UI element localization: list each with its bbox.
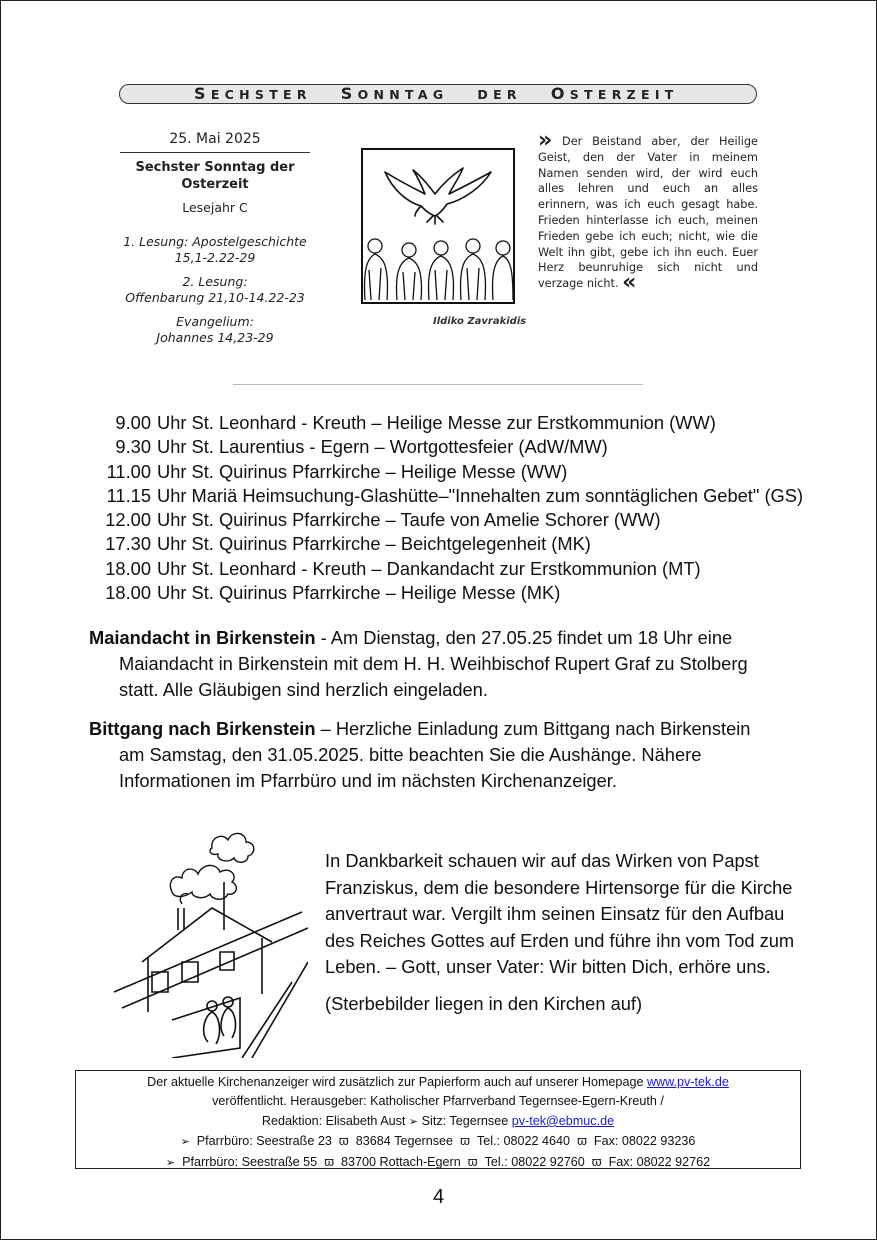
- prayer-line: anvertraut war. Vergilt ihm seinen Einsatz für den Aufbau: [325, 903, 785, 924]
- notice-title: Maiandacht in Birkenstein: [89, 627, 316, 648]
- schedule-row: 18.00 Uhr St. Quirinus Pfarrkirche – Heilige Messe (MK): [105, 582, 561, 604]
- footer-line3: Redaktion: Elisabeth Aust ➢ Sitz: Tegernsee pv-tek@ebmuc.de: [261, 1113, 615, 1128]
- artist-credit: Ildiko Zavrakidis: [433, 316, 527, 327]
- gospel-quote: [538, 128, 758, 296]
- notice-title: Bittgang nach Birkenstein: [89, 718, 316, 739]
- reading1-ref: 15,1-2.22-29: [174, 250, 256, 265]
- quote-close-mark: «: [622, 270, 637, 296]
- reading2-label: 2. Lesung:: [182, 274, 248, 289]
- liturgy-info: [115, 130, 315, 346]
- office-line-rottach: ➢ Pfarrbüro: Seestraße 55 ϖ 83700 Rottach-Egern ϖ Tel.: 08022 92760 ϖ Fax: 08022 92762: [165, 1154, 711, 1169]
- banner-title: SECHSTER SONNTAG DER OSTERZEIT: [194, 84, 679, 103]
- arrow-icon: ➢: [408, 1115, 419, 1128]
- gospel-ref: Johannes 14,23-29: [156, 330, 274, 345]
- prayer-line: In Dankbarkeit schauen wir auf das Wirken von Papst: [325, 850, 759, 871]
- phone-symbol-icon: ϖ: [324, 1154, 335, 1169]
- schedule-row: 18.00 Uhr St. Leonhard - Kreuth – Dankandacht zur Erstkommunion (MT): [105, 557, 701, 579]
- arrow-icon: ➢: [165, 1156, 176, 1169]
- date: 25. Mai 2025: [169, 131, 261, 147]
- schedule-row: 9.00 Uhr St. Leonhard - Kreuth – Heilige Messe zur Erstkommunion (WW): [115, 412, 716, 433]
- sunday-title-line2: Osterzeit: [181, 177, 249, 192]
- prayer-line: Franziskus, dem die besondere Hirtensorge für die Kirche: [325, 876, 793, 898]
- prayer-for-pope: [325, 848, 825, 1017]
- reading1-label: 1. Lesung: Apostelgeschichte: [123, 234, 307, 249]
- schedule-row: 11.00 Uhr St. Quirinus Pfarrkirche – Heilige Messe (WW): [106, 460, 568, 482]
- schedule-row: 9.30 Uhr St. Laurentius - Egern – Wortgottesfeier (AdW/MW): [115, 436, 608, 458]
- prayer-line: des Reiches Gottes auf Erden und führe ihn vom Tod zum: [325, 929, 795, 951]
- lectionary-year: Lesejahr C: [182, 200, 248, 215]
- prayer-note: (Sterbebilder liegen in den Kirchen auf): [325, 992, 643, 1014]
- arrow-icon: ➢: [180, 1136, 190, 1149]
- divider: [120, 152, 310, 153]
- notice-bittgang: Bittgang nach Birkenstein – Herzliche Einladung zum Bittgang nach Birkenstein am Samstag, den 31.05.2025. bitte beachten Sie die Aushänge. Nähere Informationen im Pfarrbüro und im nächsten Kirchenanzeiger.: [89, 718, 751, 791]
- section-separator: [233, 384, 643, 385]
- gospel-label: Evangelium:: [176, 314, 254, 329]
- reading2-ref: Offenbarung 21,10-14.22-23: [125, 290, 305, 305]
- prayer-line: Leben. – Gott, unser Vater: Wir bitten Dich, erhöre uns.: [325, 956, 771, 977]
- email-link[interactable]: pv-tek@ebmuc.de: [511, 1113, 615, 1128]
- sunday-title-line1: Sechster Sonntag der: [135, 160, 295, 175]
- schedule-row: 11.15 Uhr Mariä Heimsuchung-Glashütte–"Innehalten zum sonntäglichen Gebet" (GS): [106, 484, 804, 506]
- phone-symbol-icon: ϖ: [467, 1154, 478, 1169]
- phone-symbol-icon: ϖ: [338, 1134, 349, 1149]
- sistine-chimney-illustration: [112, 812, 308, 1058]
- title-banner: [119, 84, 757, 104]
- quote-open-mark: »: [538, 128, 553, 153]
- footer-line1: Der aktuelle Kirchenanzeiger wird zusätzlich zur Papierform auch auf unserer Homepage www.pv-tek.de: [147, 1075, 729, 1089]
- footer-line2: veröffentlicht. Herausgeber: Katholischer Pfarrverband Tegernsee-Egern-Kreuth /: [212, 1094, 664, 1109]
- phone-symbol-icon: ϖ: [591, 1154, 602, 1169]
- chimney-smoke-icon: [112, 812, 308, 1058]
- schedule-row: 17.30 Uhr St. Quirinus Pfarrkirche – Beichtgelegenheit (MK): [105, 533, 591, 555]
- service-schedule: [89, 411, 829, 605]
- footer-imprint: [75, 1070, 801, 1169]
- phone-symbol-icon: ϖ: [460, 1134, 470, 1149]
- notice-maiandacht: Maiandacht in Birkenstein - Am Dienstag, den 27.05.25 findet um 18 Uhr eine Maiandacht in Birkenstein mit dem H. H. Weihbischof Rupert Graf zu Stolberg statt. Alle Gläubigen sind herzlich eingeladen.: [89, 627, 748, 700]
- page-number: 4: [432, 1186, 445, 1208]
- homepage-link[interactable]: www.pv-tek.de: [646, 1075, 729, 1089]
- phone-symbol-icon: ϖ: [577, 1134, 587, 1149]
- dove-illustration: [361, 148, 515, 304]
- office-line-tegernsee: ➢ Pfarrbüro: Seestraße 23 ϖ 83684 Tegernsee ϖ Tel.: 08022 4640 ϖ Fax: 08022 93236: [180, 1134, 696, 1149]
- dove-icon: [363, 150, 513, 302]
- quote-text: Der Beistand aber, der Heilige Geist, den der Vater in meinem Namen senden wird, der wird euch alles lehren und euch an alles erinnern, was ich euch gesagt habe. Frieden hinterlasse ich euch, meinen Frieden gebe ich euch; nicht, wie die Welt ihn gibt, gebe ich ihn euch. Euer Herz beunruhige sich nicht und verzage nicht.: [538, 135, 758, 291]
- schedule-row: 12.00 Uhr St. Quirinus Pfarrkirche – Taufe von Amelie Schorer (WW): [105, 509, 661, 531]
